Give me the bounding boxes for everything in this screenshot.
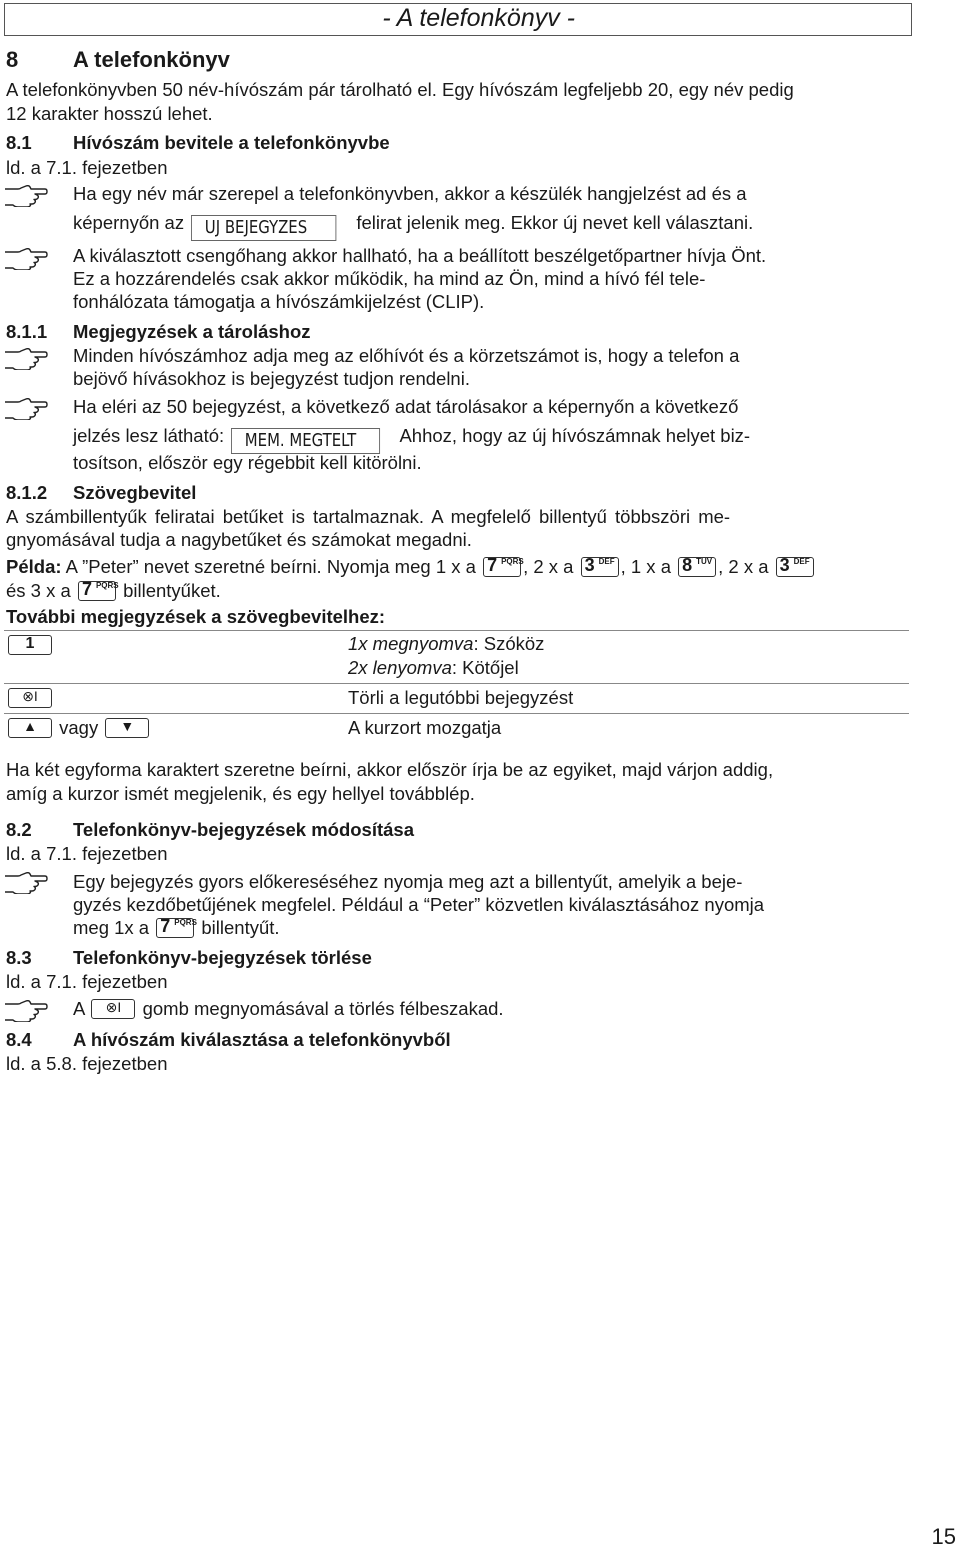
key-7-pqrs: 7 PQRS [483, 557, 521, 577]
display-text: MEM. MEGTELT [231, 428, 380, 454]
note-text-line [73, 426, 750, 454]
section-8-1-2-number: 8.1.2 [6, 482, 48, 503]
reference: ld. a 7.1. fejezetben [6, 843, 168, 864]
reference: ld. a 5.8. fejezetben [6, 1053, 168, 1074]
note-text: Minden hívószámhoz adja meg az előhívót és a körzetszámot is, hogy a telefon a [73, 345, 740, 366]
table-cell [348, 634, 544, 654]
table-text: vagy [59, 717, 99, 738]
example-text: , 1 x a [620, 556, 671, 577]
table-text: Törli a legutóbbi bejegyzést [348, 687, 574, 708]
note-text: jelzés lesz látható: [73, 425, 225, 446]
note-text: A [73, 998, 85, 1019]
section-8-1-1-number: 8.1.1 [6, 321, 48, 342]
table-text: : Kötőjel [451, 657, 519, 678]
note-text: A kiválasztott csengőhang akkor hallható, ha a beállított beszélgetőpartner hívja Önt. [73, 245, 767, 266]
page-number: 15 [931, 1524, 956, 1549]
note-text: billentyűt. [201, 917, 280, 938]
note-text: Ahhoz, hogy az új hívószámnak helyet biz- [399, 425, 751, 446]
section-8-2-number: 8.2 [6, 819, 32, 840]
section-8-2-title: Telefonkönyv-bejegyzések módosítása [73, 819, 414, 840]
paragraph: gnyomásával tudja a nagybetűket és számokat megadni. [6, 529, 472, 550]
delete-key-icon: ⊗I [91, 999, 135, 1019]
note-text: felirat jelenik meg. Ekkor új nevet kell választani. [356, 212, 754, 233]
note-text: meg 1x a [73, 917, 150, 938]
key-7-pqrs: 7 PQRS [78, 581, 116, 601]
section-8-1-number: 8.1 [6, 132, 32, 153]
pointing-hand-icon [4, 1000, 48, 1022]
display-text: UJ BEJEGYZES [191, 215, 336, 241]
note-text: Ez a hozzárendelés csak akkor működik, ha mind az Ön, mind a hívó fél tele- [73, 268, 706, 289]
note-text-line [73, 213, 753, 241]
delete-key-icon: ⊗I [8, 688, 52, 708]
key-3-def: 3 DEF [581, 557, 619, 577]
key-cell [6, 688, 54, 708]
table-text: 2x lenyomva [348, 657, 452, 678]
key-1: 1 [8, 635, 52, 655]
key-8-tuv: 8 TUV [678, 557, 716, 577]
paragraph: amíg a kurzor ismét megjelenik, és egy hellyel továbblép. [6, 783, 475, 804]
note-text: Ha eléri az 50 bejegyzést, a következő adat tárolásakor a képernyőn a következő [73, 396, 739, 417]
section-8-number: 8 [6, 47, 19, 72]
note-text: Ha egy név már szerepel a telefonkönyvben, akkor a készülék hangjelzést ad és a [73, 183, 747, 204]
section-8-4-number: 8.4 [6, 1029, 32, 1050]
paragraph: 12 karakter hosszú lehet. [6, 103, 213, 124]
up-arrow-key-icon: ▲ [8, 718, 52, 738]
section-8-1-1-title: Megjegyzések a tároláshoz [73, 321, 311, 342]
pointing-hand-icon [4, 248, 48, 270]
section-8-3-number: 8.3 [6, 947, 32, 968]
paragraph: A telefonkönyvben 50 név-hívószám pár tárolható el. Egy hívószám legfeljebb 20, egy név pedig [6, 79, 794, 100]
note-text: képernyőn az [73, 212, 185, 233]
table-cell [348, 658, 519, 678]
note-text: gomb megnyomásával a törlés félbeszakad. [142, 998, 504, 1019]
example-line [6, 557, 816, 577]
table-rule [4, 713, 909, 714]
section-8-title: A telefonkönyv [73, 47, 230, 72]
note-text: gyzés kezdőbetűjének megfelel. Például a “Peter” közvetlen kiválasztásához nyomja [73, 894, 765, 915]
pointing-hand-icon [4, 185, 48, 207]
table-rule [4, 683, 909, 684]
section-8-4-title: A hívószám kiválasztása a telefonkönyvből [73, 1029, 451, 1050]
running-header: - A telefonkönyv - [382, 4, 575, 32]
pointing-hand-icon [4, 398, 48, 420]
key-7-pqrs: 7 PQRS [156, 918, 194, 938]
example-text: , 2 x a [523, 556, 574, 577]
section-8-1-title: Hívószám bevitele a telefonkönyvbe [73, 132, 390, 153]
example-text: A ”Peter” nevet szeretné beírni. Nyomja meg 1 x a [61, 556, 476, 577]
key-cell [6, 635, 54, 655]
example-line [6, 581, 221, 601]
example-text: , 2 x a [718, 556, 769, 577]
example-text: billentyűket. [123, 580, 221, 601]
note-text-line [73, 918, 280, 938]
table-text: A kurzort mozgatja [348, 717, 502, 738]
section-8-1-2-title: Szövegbevitel [73, 482, 197, 503]
reference: ld. a 7.1. fejezetben [6, 157, 168, 178]
example-text: és 3 x a [6, 580, 71, 601]
table-text: 1x megnyomva [348, 633, 474, 654]
note-text: Egy bejegyzés gyors előkereséséhez nyomja meg azt a billentyűt, amelyik a beje- [73, 871, 743, 892]
note-text: fonhálózata támogatja a hívószámkijelzést (CLIP). [73, 291, 485, 312]
pointing-hand-icon [4, 872, 48, 894]
note-text: bejövő hívásokhoz is bejegyzést tudjon rendelni. [73, 368, 470, 389]
paragraph: A számbillentyűk feliratai betűket is tartalmaznak. A megfelelő billentyű többszöri me- [6, 506, 731, 527]
example-label: Példa: [6, 556, 62, 577]
reference: ld. a 7.1. fejezetben [6, 971, 168, 992]
key-3-def: 3 DEF [776, 557, 814, 577]
subheading: További megjegyzések a szövegbevitelhez: [6, 606, 386, 627]
down-arrow-key-icon: ▼ [105, 718, 149, 738]
note-text-line [73, 999, 504, 1019]
table-rule [4, 630, 909, 631]
note-text: tosítson, először egy régebbit kell kitörölni. [73, 452, 422, 473]
pointing-hand-icon [4, 348, 48, 370]
table-text: : Szóköz [473, 633, 545, 654]
section-8-3-title: Telefonkönyv-bejegyzések törlése [73, 947, 372, 968]
paragraph: Ha két egyforma karaktert szeretne beírni, akkor először írja be az egyiket, majd várjon addig, [6, 759, 774, 780]
key-cell [6, 718, 151, 738]
